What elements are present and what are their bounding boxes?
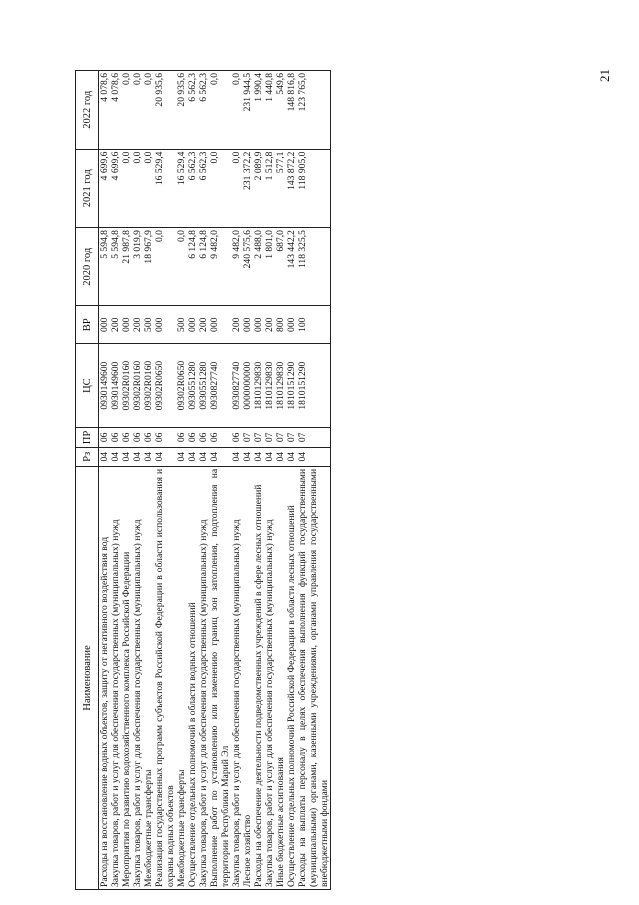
header-2022: 2022 год [76, 71, 99, 150]
cell-y2020: 687,0 [275, 228, 286, 306]
cell-rz: 04 [99, 447, 111, 466]
cell-y2020: 0,0 [176, 228, 187, 306]
cell-y2021: 4 699,6 [99, 149, 111, 227]
cell-y2020: 6 124,8 [187, 228, 198, 306]
header-rz: Рз [76, 447, 99, 466]
cell-rz: 04 [154, 447, 176, 466]
cell-rz: 04 [231, 447, 242, 466]
cell-y2022: 0,0 [132, 71, 143, 150]
cell-name: Расходы на обеспечение деятельности подведомственных учреждений в сфере лесных отношений [253, 466, 264, 889]
cell-y2020: 3 019,9 [132, 228, 143, 306]
cell-rz: 04 [110, 447, 121, 466]
cell-rz: 04 [187, 447, 198, 466]
cell-name: Расходы на выплаты персоналу в целях обеспечения выполнения функций государственными (муниципальными) органами, казенными учреждениями, органами управления государственными внебюджетными фондами [297, 466, 331, 889]
cell-cs: 09302R0650 [154, 344, 176, 428]
cell-vr: 000 [242, 306, 253, 344]
cell-cs: 09302R0160 [143, 344, 154, 428]
table-row [121, 71, 132, 890]
page-number: 21 [597, 69, 612, 82]
cell-vr: 200 [110, 306, 121, 344]
cell-y2021: 0,0 [231, 149, 242, 227]
cell-y2021: 4 699,6 [110, 149, 121, 227]
cell-cs: 0000000000 [242, 344, 253, 428]
cell-pr: 07 [264, 428, 275, 447]
cell-cs: 1810129830 [275, 344, 286, 428]
cell-cs: 0930149600 [110, 344, 121, 428]
table-row [143, 71, 154, 890]
cell-y2022: 0,0 [121, 71, 132, 150]
cell-vr: 200 [198, 306, 209, 344]
cell-name: Закупка товаров, работ и услуг для обеспечения государственных (муниципальных) нужд [198, 466, 209, 889]
cell-y2020: 5 594,8 [110, 228, 121, 306]
cell-name: Осуществление отдельных полномочий Российской Федерации в области лесных отношений [286, 466, 297, 889]
cell-name: Закупка товаров, работ и услуг для обеспечения государственных (муниципальных) нужд [110, 466, 121, 889]
cell-vr: 200 [231, 306, 242, 344]
cell-rz: 04 [209, 447, 231, 466]
cell-name: Мероприятия по развитию водохозяйственного комплекса Российской Федерации [121, 466, 132, 889]
cell-name: Расходы на восстановление водных объектов, защиту от негативного воздействия вод [99, 466, 111, 889]
cell-name: Закупка товаров, работ и услуг для обеспечения государственных (муниципальных) нужд [231, 466, 242, 889]
cell-name: Межбюджетные трансферты [176, 466, 187, 889]
table-row [110, 71, 121, 890]
cell-vr: 000 [187, 306, 198, 344]
cell-pr: 06 [198, 428, 209, 447]
cell-cs: 0930149600 [99, 344, 111, 428]
cell-name: Закупка товаров, работ и услуг для обеспечения государственных (муниципальных) нужд [264, 466, 275, 889]
header-2021: 2021 год [76, 149, 99, 227]
cell-y2022: 1 990,4 [253, 71, 264, 150]
cell-rz: 04 [121, 447, 132, 466]
budget-table [75, 70, 331, 890]
cell-y2022: 6 562,3 [187, 71, 198, 150]
cell-cs: 1810129830 [253, 344, 264, 428]
cell-name: Выполнение работ по установлению или изменению границ зон затопления, подтопления на территории Республики Марий Эл [209, 466, 231, 889]
cell-pr: 06 [99, 428, 111, 447]
cell-pr: 06 [176, 428, 187, 447]
header-pr: ПР [76, 428, 99, 447]
cell-vr: 100 [297, 306, 331, 344]
cell-y2022: 4 078,6 [110, 71, 121, 150]
table-row [209, 71, 231, 890]
cell-y2022: 231 944,5 [242, 71, 253, 150]
cell-rz: 04 [253, 447, 264, 466]
cell-vr: 200 [264, 306, 275, 344]
cell-y2020: 118 325,5 [297, 228, 331, 306]
cell-y2022: 4 078,6 [99, 71, 111, 150]
table-row [198, 71, 209, 890]
cell-rz: 04 [242, 447, 253, 466]
cell-cs: 1810151290 [297, 344, 331, 428]
cell-rz: 04 [286, 447, 297, 466]
cell-y2021: 231 372,2 [242, 149, 253, 227]
header-vr: ВР [76, 306, 99, 344]
cell-y2022: 0,0 [231, 71, 242, 150]
cell-pr: 06 [187, 428, 198, 447]
cell-rz: 04 [297, 447, 331, 466]
cell-y2022: 123 765,0 [297, 71, 331, 150]
header-cs: ЦС [76, 344, 99, 428]
cell-y2021: 118 905,0 [297, 149, 331, 227]
cell-y2021: 577,1 [275, 149, 286, 227]
table-row [231, 71, 242, 890]
cell-vr: 000 [99, 306, 111, 344]
cell-vr: 000 [253, 306, 264, 344]
cell-vr: 800 [275, 306, 286, 344]
cell-rz: 04 [264, 447, 275, 466]
cell-y2021: 6 562,3 [198, 149, 209, 227]
cell-pr: 06 [209, 428, 231, 447]
cell-y2021: 143 872,2 [286, 149, 297, 227]
cell-name: Осуществление отдельных полномочий в области водных отношений [187, 466, 198, 889]
header-name: Наименование [76, 466, 99, 889]
cell-vr: 000 [286, 306, 297, 344]
table-row [187, 71, 198, 890]
cell-y2022: 6 562,3 [198, 71, 209, 150]
table-body [99, 71, 331, 890]
cell-y2020: 1 801,0 [264, 228, 275, 306]
table-row [264, 71, 275, 890]
cell-pr: 07 [286, 428, 297, 447]
cell-y2022: 20 935,6 [154, 71, 176, 150]
header-row [76, 71, 99, 890]
cell-pr: 06 [231, 428, 242, 447]
table-row [242, 71, 253, 890]
cell-y2021: 0,0 [209, 149, 231, 227]
table-row [99, 71, 111, 890]
cell-pr: 06 [110, 428, 121, 447]
cell-y2020: 240 575,6 [242, 228, 253, 306]
cell-y2020: 21 987,8 [121, 228, 132, 306]
cell-y2021: 16 529,4 [154, 149, 176, 227]
cell-y2020: 5 594,8 [99, 228, 111, 306]
cell-vr: 000 [121, 306, 132, 344]
cell-y2020: 9 482,0 [209, 228, 231, 306]
table-row [275, 71, 286, 890]
cell-name: Межбюджетные трансферты [143, 466, 154, 889]
cell-vr: 500 [143, 306, 154, 344]
cell-y2021: 0,0 [143, 149, 154, 227]
table-row [286, 71, 297, 890]
cell-name: Закупка товаров, работ и услуг для обеспечения государственных (муниципальных) нужд [132, 466, 143, 889]
cell-y2022: 0,0 [209, 71, 231, 150]
cell-name: Лесное хозяйство [242, 466, 253, 889]
cell-y2022: 0,0 [143, 71, 154, 150]
cell-y2022: 148 816,8 [286, 71, 297, 150]
table-row [176, 71, 187, 890]
cell-y2020: 143 442,2 [286, 228, 297, 306]
rotated-table-container [75, 70, 605, 890]
cell-vr: 200 [132, 306, 143, 344]
cell-rz: 04 [275, 447, 286, 466]
cell-cs: 09302R0650 [176, 344, 187, 428]
table-row [132, 71, 143, 890]
cell-cs: 09302R0160 [121, 344, 132, 428]
cell-rz: 04 [176, 447, 187, 466]
cell-cs: 1810129830 [264, 344, 275, 428]
table-row [253, 71, 264, 890]
cell-y2020: 9 482,0 [231, 228, 242, 306]
cell-y2022: 20 935,6 [176, 71, 187, 150]
cell-pr: 07 [253, 428, 264, 447]
cell-rz: 04 [132, 447, 143, 466]
cell-y2022: 549,6 [275, 71, 286, 150]
cell-cs: 0930827740 [231, 344, 242, 428]
cell-pr: 06 [143, 428, 154, 447]
cell-pr: 07 [242, 428, 253, 447]
cell-y2021: 6 562,3 [187, 149, 198, 227]
cell-y2020: 2 488,0 [253, 228, 264, 306]
cell-cs: 0930551280 [187, 344, 198, 428]
table-row [297, 71, 331, 890]
cell-y2022: 1 440,8 [264, 71, 275, 150]
cell-y2021: 1 512,8 [264, 149, 275, 227]
table-row [154, 71, 176, 890]
cell-name: Реализация государственных программ субъектов Российской Федерации в области использования и охраны водных объектов [154, 466, 176, 889]
cell-cs: 09302R0160 [132, 344, 143, 428]
cell-cs: 0930551280 [198, 344, 209, 428]
cell-y2021: 0,0 [132, 149, 143, 227]
cell-rz: 04 [198, 447, 209, 466]
cell-y2021: 0,0 [121, 149, 132, 227]
cell-y2021: 2 089,9 [253, 149, 264, 227]
cell-y2020: 18 967,9 [143, 228, 154, 306]
cell-vr: 500 [176, 306, 187, 344]
cell-cs: 1810151290 [286, 344, 297, 428]
cell-y2020: 0,0 [154, 228, 176, 306]
cell-cs: 0930827740 [209, 344, 231, 428]
cell-pr: 06 [121, 428, 132, 447]
cell-vr: 000 [154, 306, 176, 344]
cell-rz: 04 [143, 447, 154, 466]
cell-y2020: 6 124,8 [198, 228, 209, 306]
header-2020: 2020 год [76, 228, 99, 306]
cell-pr: 07 [275, 428, 286, 447]
cell-pr: 06 [132, 428, 143, 447]
cell-pr: 06 [154, 428, 176, 447]
cell-pr: 07 [297, 428, 331, 447]
cell-y2021: 16 529,4 [176, 149, 187, 227]
cell-vr: 000 [209, 306, 231, 344]
cell-name: Иные бюджетные ассигнования [275, 466, 286, 889]
